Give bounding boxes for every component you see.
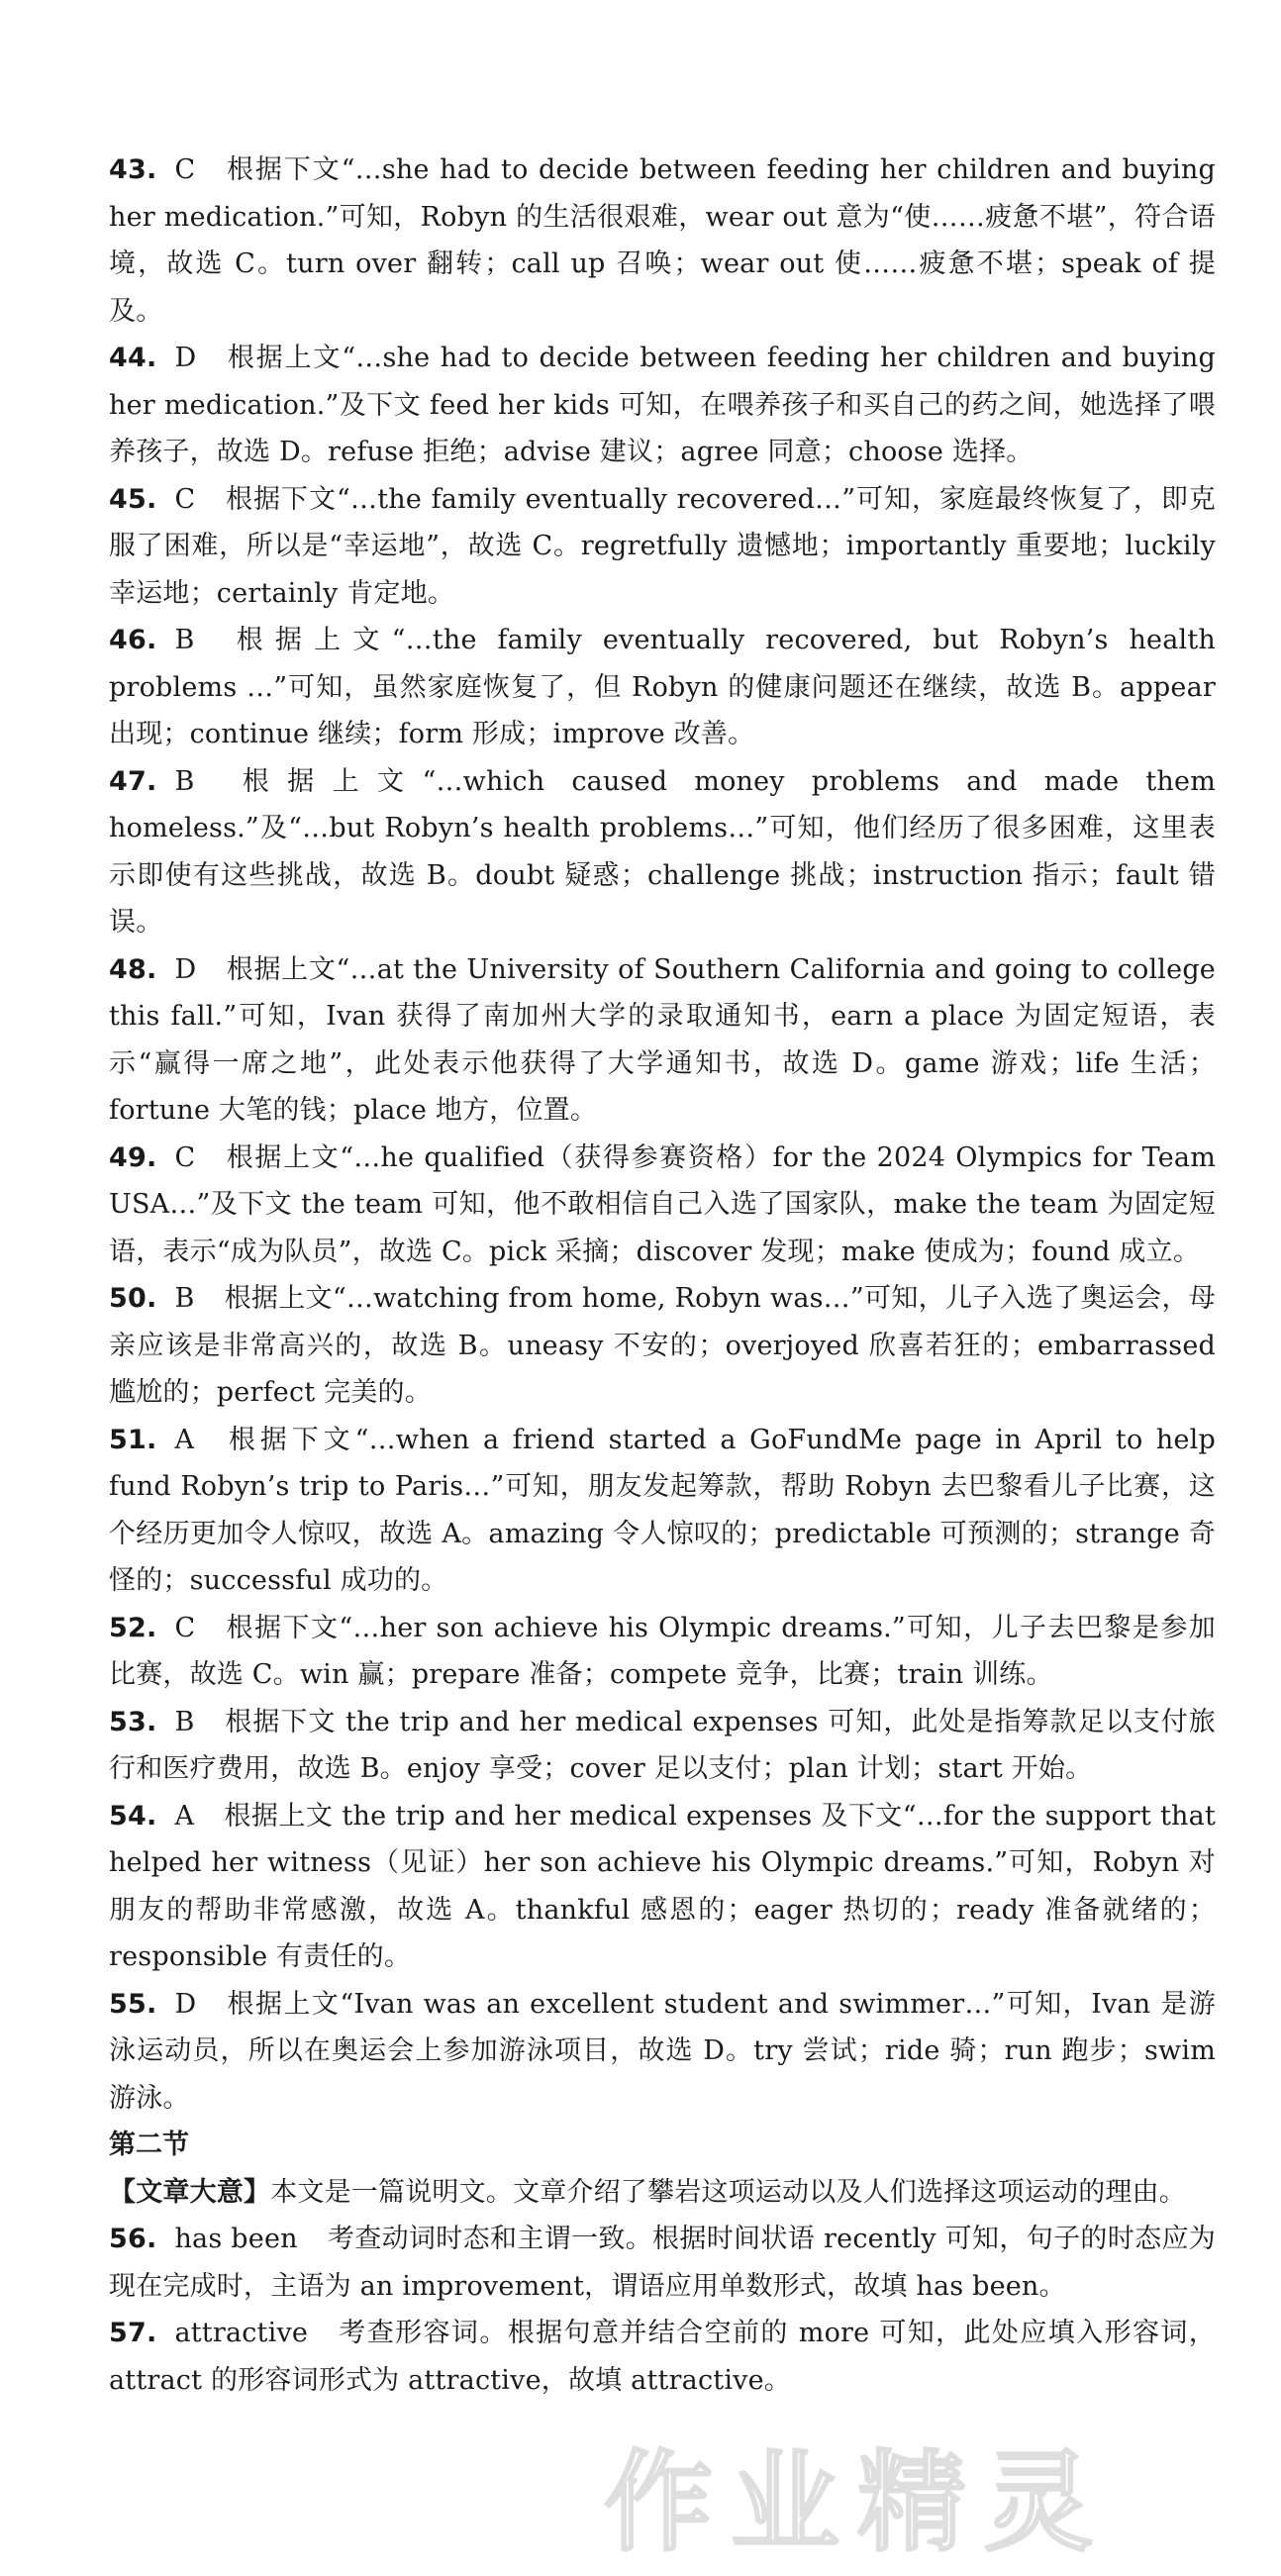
answer-item	[109, 1981, 1216, 2123]
explanation-text: 根据上文 the trip and her medical expenses 及下文“…for the support that helped her witness（见证）her son achieve his Olympic dreams.”可知，Robyn 对朋友的帮助非常感激，故选 A。thankful 感恩的；eager 热切的；ready 准备就绪的；responsible 有责任的。	[109, 1800, 1216, 1972]
answer-item	[109, 335, 1216, 476]
summary-tag: 【文章大意】	[109, 2176, 271, 2208]
fill-answer-item	[109, 2216, 1216, 2310]
answer-choice: D	[174, 343, 197, 373]
question-number: 54.	[109, 1800, 157, 1832]
answer-choice: B	[174, 765, 195, 797]
explanation-text: 考查动词时态和主谓一致。根据时间状语 recently 可知，句子的时态应为现在完成时，主语为 an improvement，谓语应用单数形式，故填 has been。	[109, 2224, 1216, 2302]
answer-choice: C	[174, 483, 196, 515]
question-number: 48.	[109, 953, 157, 985]
answer-choice: A	[174, 1800, 195, 1832]
explanation-text: 考查形容词。根据句意并结合空前的 more 可知，此处应填入形容词，attract 的形容词形式为 attractive，故填 attractive。	[109, 2318, 1216, 2396]
explanation-text: 根据上文“…which caused money problems and made them homeless.”及“…but Robyn’s health problems…”可知，他们经历了很多困难，这里表示即使有这些挑战，故选 B。doubt 疑惑；challenge 挑战；instruction 指示；fault 错误。	[109, 765, 1216, 938]
answer-choice: C	[174, 1612, 196, 1643]
explanation-text: 根据下文 the trip and her medical expenses 可知，此处是指筹款足以支付旅行和医疗费用，故选 B。enjoy 享受；cover 足以支付；plan 计划；start 开始。	[109, 1706, 1216, 1784]
answer-choice: B	[174, 1706, 195, 1737]
question-number: 45.	[109, 483, 157, 515]
answer-item	[109, 617, 1216, 758]
answer-item	[109, 1417, 1216, 1605]
explanation-text: 根据下文“…the family eventually recovered…”可知，家庭最终恢复了，即克服了困难，所以是“幸运地”，故选 C。regretfully 遗憾地；importantly 重要地；luckily 幸运地；certainly 肯定地。	[109, 483, 1216, 609]
explanation-text: 根据下文“…she had to decide between feeding her children and buying her medication.”可知，Robyn 的生活很艰难，wear out 意为“使……疲惫不堪”，符合语境，故选 C。turn over 翻转；call up 召唤；wear out 使……疲惫不堪；speak of 提及。	[109, 154, 1216, 327]
answer-item	[109, 1699, 1216, 1793]
answer-item	[109, 147, 1216, 335]
section-heading: 第二节	[109, 2130, 189, 2160]
answer-item	[109, 1135, 1216, 1276]
answer-item	[109, 946, 1216, 1135]
question-number: 49.	[109, 1141, 157, 1173]
answer-choice: D	[174, 953, 197, 985]
answer-item	[109, 1793, 1216, 1981]
article-summary	[109, 2169, 1216, 2217]
explanation-text: 根据上文“…at the University of Southern California and going to college this fall.”可知，Ivan 获得了南加州大学的录取通知书，earn a place 为固定短语，表示“赢得一席之地”，此处表示他获得了大学通知书，故选 D。game 游戏；life 生活；fortune 大笔的钱；place 地方，位置。	[109, 953, 1216, 1126]
question-number: 52.	[109, 1612, 157, 1643]
question-number: 46.	[109, 625, 157, 655]
question-number: 53.	[109, 1706, 157, 1737]
answer-choice: A	[174, 1424, 195, 1455]
explanation-text: 根据下文“…when a friend started a GoFundMe page in April to help fund Robyn’s trip to Paris…”可知，朋友发起筹款，帮助 Robyn 去巴黎看儿子比赛，这个经历更加令人惊叹，故选 A。amazing 令人惊叹的；predictable 可预测的；strange 奇怪的；successful 成功的。	[109, 1424, 1216, 1596]
answer-list	[109, 147, 1216, 2122]
explanation-text: 根据下文“…her son achieve his Olympic dreams.”可知，儿子去巴黎是参加比赛，故选 C。win 赢；prepare 准备；compete 竞争，比赛；train 训练。	[109, 1612, 1216, 1690]
question-number: 44.	[109, 343, 157, 373]
question-number: 50.	[109, 1283, 157, 1314]
summary-text: 本文是一篇说明文。文章介绍了攀岩这项运动以及人们选择这项运动的理由。	[270, 2176, 1187, 2208]
answer-item	[109, 1275, 1216, 1417]
watermark-logo: 作业精灵	[604, 2439, 1111, 2566]
fill-answer-item	[109, 2310, 1216, 2404]
fill-answer-list	[109, 2216, 1216, 2404]
explanation-text: 根据上文“Ivan was an excellent student and swimmer…”可知，Ivan 是游泳运动员，所以在奥运会上参加游泳项目，故选 D。try 尝试；ride 骑；run 跑步；swim 游泳。	[109, 1988, 1216, 2114]
answer-item	[109, 476, 1216, 618]
explanation-text: 根据上文“…watching from home, Robyn was…”可知，儿子入选了奥运会，母亲应该是非常高兴的，故选 B。uneasy 不安的；overjoyed 欣喜若狂的；embarrassed 尴尬的；perfect 完美的。	[109, 1283, 1217, 1408]
question-number: 57.	[109, 2318, 157, 2348]
question-number: 55.	[109, 1988, 157, 2020]
explanation-text: 根据上文“…he qualified（获得参赛资格）for the 2024 Olympics for Team USA…”及下文 the team 可知，他不敢相信自己入选了国家队，make the team 为固定短语，表示“成为队员”，故选 C。pick 采摘；discover 发现；make 使成为；found 成立。	[109, 1141, 1216, 1267]
question-number: 43.	[109, 154, 157, 185]
question-number: 51.	[109, 1424, 157, 1455]
answer-choice: attractive	[174, 2318, 309, 2348]
question-number: 47.	[109, 765, 157, 797]
answer-choice: D	[174, 1988, 197, 2020]
explanation-text: 根据上文“…she had to decide between feeding her children and buying her medication.”及下文 feed her kids 可知，在喂养孩子和买自己的药之间，她选择了喂养孩子，故选 D。refuse 拒绝；advise 建议；agree 同意；choose 选择。	[109, 343, 1216, 467]
answer-choice: C	[174, 154, 196, 185]
answer-choice: B	[174, 1283, 195, 1314]
answer-choice: B	[174, 625, 195, 655]
answer-choice: C	[174, 1141, 196, 1173]
answer-item	[109, 1605, 1216, 1699]
answer-choice: has been	[174, 2224, 298, 2254]
answer-page	[109, 147, 1216, 2404]
explanation-text: 根据上文“…the family eventually recovered, but Robyn’s health problems …”可知，虽然家庭恢复了，但 Robyn 的健康问题还在继续，故选 B。appear 出现；continue 继续；form 形成；improve 改善。	[109, 625, 1216, 749]
answer-item	[109, 758, 1216, 946]
question-number: 56.	[109, 2224, 157, 2254]
